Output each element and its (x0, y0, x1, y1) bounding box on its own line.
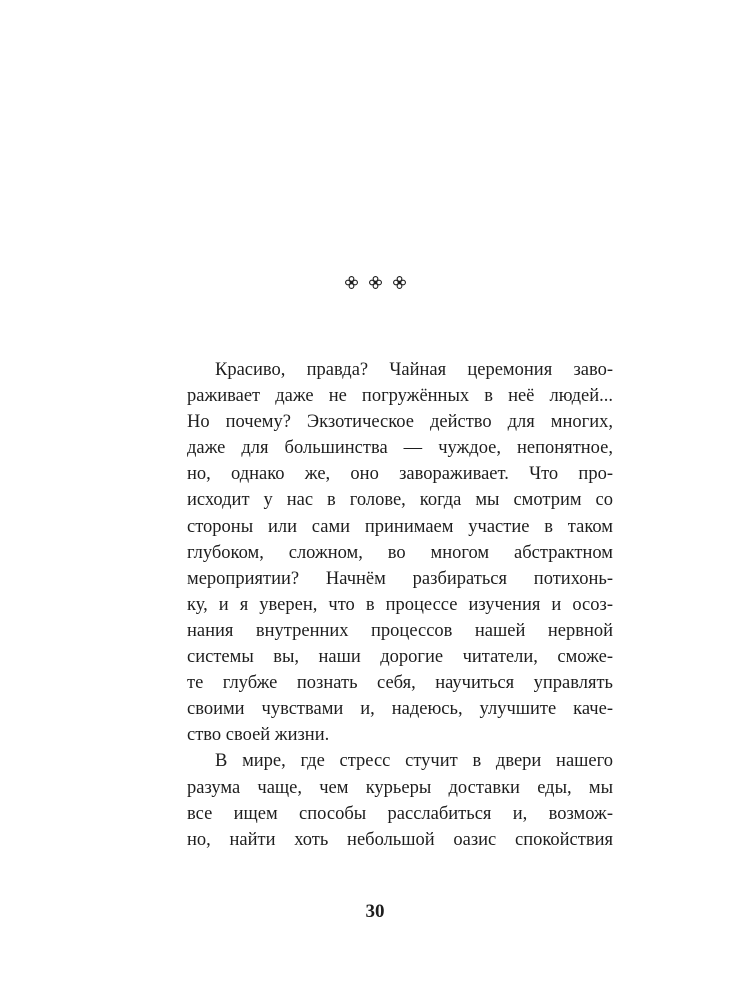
text-line: В мире, где стресс стучит в двери нашего (215, 751, 613, 772)
text-line: стороны или сами принимаем участие в таком (187, 516, 613, 537)
flower-icon (345, 276, 358, 289)
text-line: ство своей жизни. (187, 725, 330, 746)
text-line: мероприятии? Начнём разбираться потихонь- (187, 568, 613, 589)
text-line: исходит у нас в голове, когда мы смотрим со (187, 490, 613, 511)
text-line: все ищем способы расслабиться и, возмож- (187, 803, 613, 824)
page-number: 30 (365, 901, 385, 922)
flower-icon (369, 276, 382, 289)
text-line: те глубже познать себя, научиться управлять (187, 673, 613, 694)
text-line: своими чувствами и, надеюсь, улучшите каче- (187, 699, 613, 720)
text-line: Красиво, правда? Чайная церемония заво- (215, 360, 613, 380)
text-line: Но почему? Экзотическое действо для многих, (187, 412, 613, 433)
text-line: раживает даже не погружённых в неё людей... (187, 386, 613, 407)
text-line: но, однако же, оно завораживает. Что про- (187, 464, 613, 485)
body-text (187, 357, 613, 853)
text-line: глубоком, сложном, во многом абстрактном (187, 542, 613, 563)
section-ornament (0, 276, 750, 289)
text-line: но, найти хоть небольшой оазис спокойствия (187, 829, 613, 850)
text-line: разума чаще, чем курьеры доставки еды, мы (187, 777, 613, 798)
text-line: ку, и я уверен, что в процессе изучения и осоз- (187, 594, 613, 615)
text-line: системы вы, наши дорогие читатели, сможе- (187, 647, 613, 668)
text-line: нания внутренних процессов нашей нервной (187, 620, 613, 641)
flower-icon (393, 276, 406, 289)
text-line: даже для большинства — чуждое, непонятное, (187, 438, 613, 459)
